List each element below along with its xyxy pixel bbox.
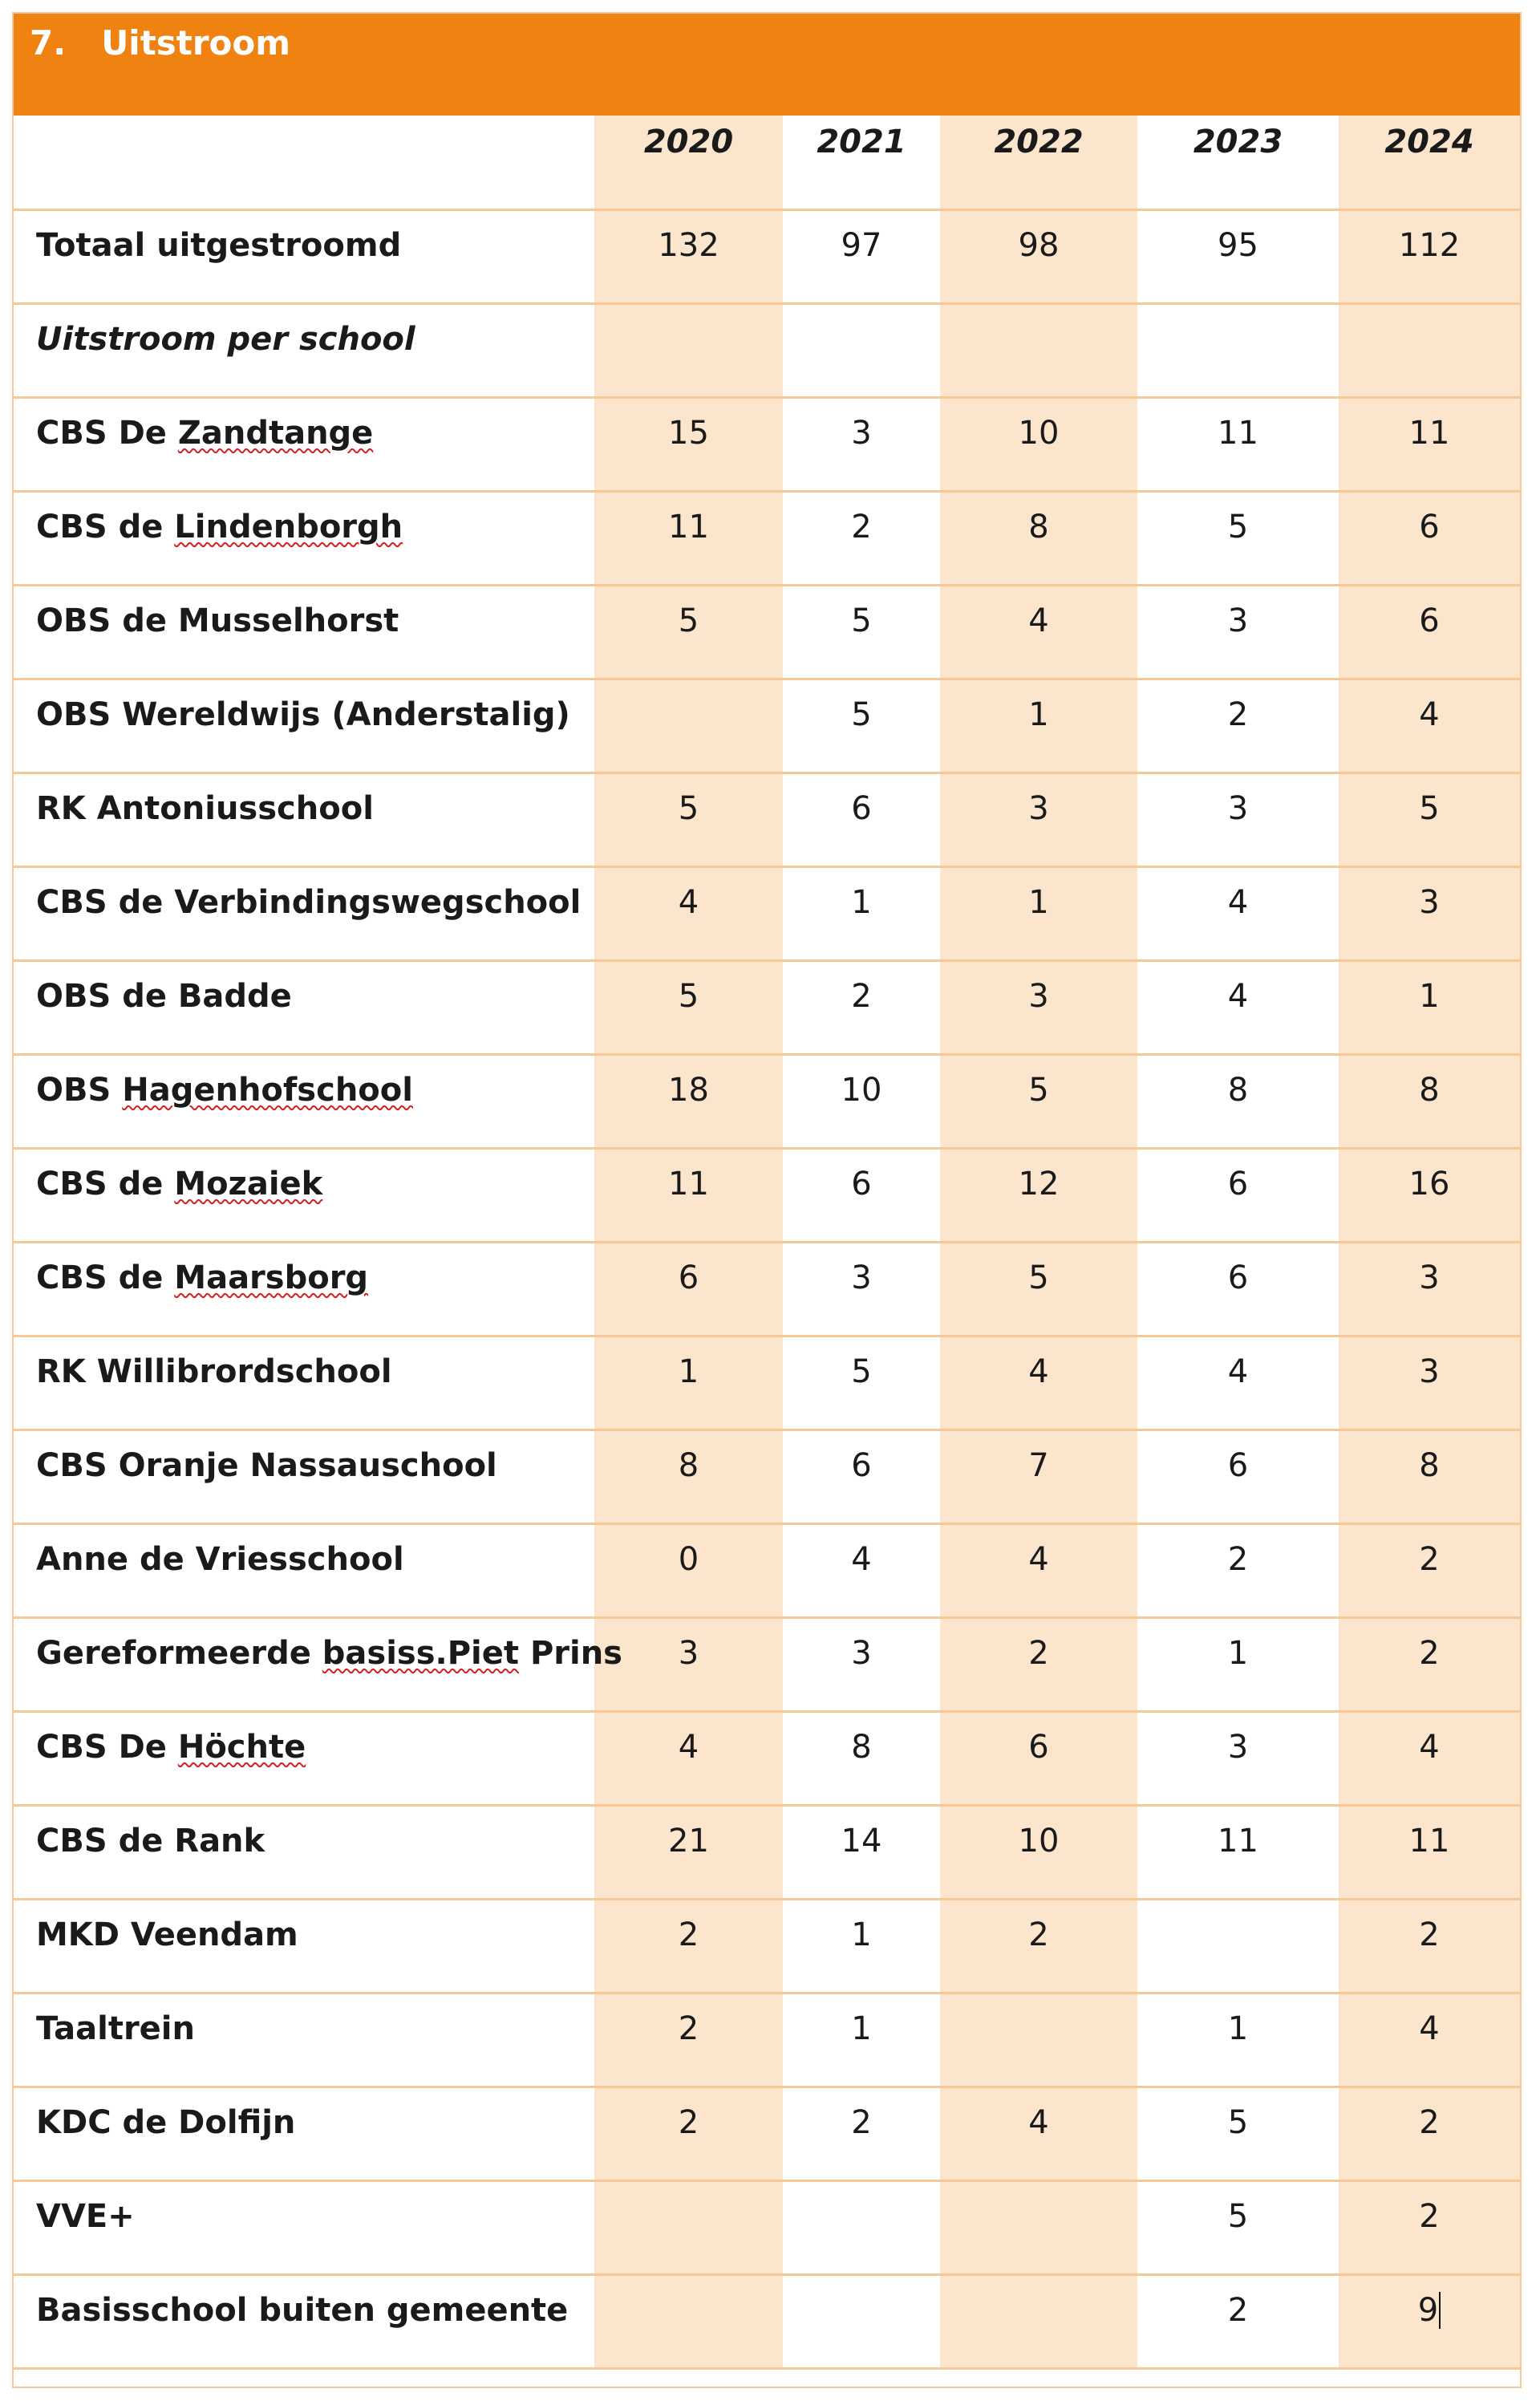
school-row [14,1993,1520,2087]
school-name-part: OBS de Badde [36,977,292,1015]
value-cell [783,1054,940,1148]
school-row [14,1805,1520,1899]
cell-value: 5 [1028,1071,1049,1109]
cell-value: 4 [1227,977,1249,1015]
value-cell [940,2274,1137,2368]
cell-value: 2 [1227,696,1249,733]
cell-value: 3 [1227,1728,1249,1766]
cell-value: 3 [1419,1353,1440,1390]
table-body [14,116,1520,2368]
value-cell [1339,960,1520,1054]
school-name-part: KDC de Dolfijn [36,2103,296,2141]
value-cell [940,397,1137,491]
column-header-2020: 2020 [594,116,783,209]
total-row-label: Totaal uitgestroomd [14,209,594,303]
cell-value: 6 [851,1165,872,1202]
cell-value: 1 [851,883,872,921]
cell-value-with-text-cursor[interactable]: 9 [1418,2292,1441,2329]
value-cell [1339,1711,1520,1805]
value-cell [1137,960,1339,1054]
value-cell [1137,1430,1339,1523]
cell-value: 2 [851,977,872,1015]
school-row [14,1242,1520,1336]
cell-value: 8 [1227,1071,1249,1109]
school-name [14,1617,622,1711]
school-name-part: CBS de [36,1259,175,1296]
cell-value: 4 [1028,1353,1049,1390]
total-cell: 95 [1137,209,1339,303]
school-name [14,1336,594,1430]
value-cell [1339,1148,1520,1242]
cell-value: 14 [841,1822,882,1860]
value-cell [783,1899,940,1993]
value-cell [783,1336,940,1430]
value-cell [1137,2180,1339,2274]
cell-value: 2 [1419,1916,1440,1953]
total-row [14,209,1520,303]
school-name [14,2274,594,2368]
empty-cell [594,303,783,397]
value-cell [1339,491,1520,585]
school-name [14,960,594,1054]
cell-value: 1 [851,2010,872,2047]
cell-value: 5 [1419,789,1440,827]
cell-value: 6 [1028,1728,1049,1766]
school-name [14,2180,594,2274]
value-cell [1137,679,1339,773]
value-cell [1137,585,1339,679]
value-cell [1137,1054,1339,1148]
value-cell [594,2180,783,2274]
uitstroom-table [14,116,1520,2370]
school-name [14,1993,594,2087]
value-cell [940,679,1137,773]
school-row [14,2087,1520,2180]
cell-value: 11 [1218,414,1258,452]
cell-value: 12 [1018,1165,1060,1202]
value-cell [783,585,940,679]
value-cell [783,1148,940,1242]
cell-value: 5 [1227,2103,1249,2141]
cell-value: 0 [678,1540,699,1578]
value-cell [1137,1899,1339,1993]
empty-cell [940,303,1137,397]
school-name [14,1242,594,1336]
school-name-part: Anne de Vriesschool [36,1540,404,1578]
spellcheck-flagged-word: basiss.Piet [322,1634,520,1672]
spellcheck-flagged-word: Maarsborg [174,1259,369,1296]
value-cell [594,679,783,773]
cell-value: 8 [1419,1071,1440,1109]
value-cell [783,1993,940,2087]
value-cell [1137,1711,1339,1805]
value-cell [940,1148,1137,1242]
cell-value: 4 [678,1728,699,1766]
value-cell [594,1617,783,1711]
value-cell [594,1054,783,1148]
value-cell [783,2274,940,2368]
cell-value: 18 [668,1071,709,1109]
school-name [14,679,594,773]
school-name-part: MKD Veendam [36,1916,298,1953]
cell-value: 2 [678,2103,699,2141]
school-row [14,1899,1520,1993]
value-cell [594,491,783,585]
section-title: Uitstroom [101,23,291,63]
cell-value: 11 [1408,414,1450,452]
cell-value: 6 [678,1259,699,1296]
school-name [14,773,594,866]
value-cell [594,1711,783,1805]
school-name [14,1711,594,1805]
empty-cell [1137,303,1339,397]
cell-value: 4 [1227,883,1249,921]
school-name-part: OBS Wereldwijs (Anderstalig) [36,696,570,733]
cell-value: 4 [1028,2103,1049,2141]
value-cell [594,397,783,491]
value-cell [783,1430,940,1523]
school-row [14,866,1520,960]
cell-value: 4 [1028,1540,1049,1578]
cell-value: 4 [1227,1353,1249,1390]
cell-value: 5 [1227,508,1249,545]
value-cell [594,1805,783,1899]
value-cell [940,2087,1137,2180]
school-name [14,585,594,679]
value-cell [1137,397,1339,491]
school-name [14,1523,594,1617]
value-cell [1339,1430,1520,1523]
cell-value: 2 [851,2103,872,2141]
school-row [14,1523,1520,1617]
cell-value: 2 [1227,2291,1249,2329]
value-cell [1339,585,1520,679]
cell-value: 2 [1227,1540,1249,1578]
cell-value: 2 [1028,1634,1049,1672]
cell-value: 16 [1408,1165,1450,1202]
cell-value: 11 [668,1165,709,1202]
cell-value: 8 [1419,1446,1440,1484]
value-cell [1137,1617,1339,1711]
cell-value: 6 [1227,1165,1249,1202]
value-cell [1137,1242,1339,1336]
cell-value: 1 [678,1353,699,1390]
cell-value: 4 [1419,696,1440,733]
cell-value: 11 [1218,1822,1258,1860]
empty-cell [783,303,940,397]
value-cell [594,2274,783,2368]
school-name-part: Gereformeerde [36,1634,322,1672]
value-cell [1339,1805,1520,1899]
school-name [14,1899,594,1993]
value-cell [594,1523,783,1617]
school-name-part: OBS [36,1071,123,1109]
value-cell [594,1148,783,1242]
school-row [14,1336,1520,1430]
value-cell [1339,866,1520,960]
cell-value: 4 [1028,602,1049,639]
cell-value: 5 [851,696,872,733]
value-cell [940,585,1137,679]
cell-value: 3 [851,1634,872,1672]
school-name-part: CBS De [36,414,178,452]
value-cell [940,1805,1137,1899]
cell-value: 8 [1028,508,1049,545]
school-row [14,773,1520,866]
cell-value: 3 [1419,883,1440,921]
school-name-part: Taaltrein [36,2010,195,2047]
value-cell [1339,1336,1520,1430]
spellcheck-flagged-word: Höchte [177,1728,306,1766]
value-cell [594,2087,783,2180]
column-header-2024: 2024 [1339,116,1520,209]
cell-value: 2 [1419,2103,1440,2141]
school-row [14,679,1520,773]
value-cell [1137,1993,1339,2087]
column-header-2023: 2023 [1137,116,1339,209]
school-name-part: OBS de Musselhorst [36,602,399,639]
value-cell [940,1430,1137,1523]
cell-value: 10 [1018,1822,1060,1860]
spellcheck-flagged-word: Mozaiek [174,1165,323,1202]
school-row [14,397,1520,491]
school-row [14,491,1520,585]
value-cell [1339,1899,1520,1993]
school-name-part: CBS de Verbindingswegschool [36,883,582,921]
cell-value: 6 [1419,602,1440,639]
value-cell [940,491,1137,585]
cell-value: 6 [1419,508,1440,545]
cell-value: 1 [1028,696,1049,733]
school-name [14,1054,594,1148]
cell-value: 5 [851,602,872,639]
header-empty-cell [14,116,594,209]
cell-value: 5 [678,977,699,1015]
total-cell: 112 [1339,209,1520,303]
value-cell [783,1523,940,1617]
value-cell [594,1899,783,1993]
value-cell [1137,2274,1339,2368]
value-cell [1339,397,1520,491]
cell-value: 8 [678,1446,699,1484]
cell-value: 4 [1419,1728,1440,1766]
value-cell [1339,1242,1520,1336]
value-cell [940,1617,1137,1711]
school-name-part: Prins [519,1634,622,1672]
cell-value: 11 [1408,1822,1450,1860]
cell-value: 8 [851,1728,872,1766]
school-row [14,585,1520,679]
cell-value: 7 [1028,1446,1049,1484]
cell-value: 3 [1028,789,1049,827]
value-cell [594,585,783,679]
value-cell [940,1242,1137,1336]
value-cell [783,397,940,491]
cell-value: 3 [1028,977,1049,1015]
school-name-part: CBS De [36,1728,178,1766]
cell-value: 4 [851,1540,872,1578]
cell-value: 3 [1419,1259,1440,1296]
value-cell [940,1336,1137,1430]
cell-value: 1 [851,1916,872,1953]
cell-value: 2 [1028,1916,1049,1953]
cell-value: 2 [1419,2197,1440,2235]
school-name-part: CBS de Rank [36,1822,265,1860]
value-cell [783,1711,940,1805]
cell-value: 10 [1018,414,1060,452]
value-cell [940,960,1137,1054]
school-name [14,2087,594,2180]
cell-value: 3 [1227,602,1249,639]
school-name-part: CBS de [36,1165,175,1202]
value-cell [1339,1523,1520,1617]
value-cell [783,1242,940,1336]
cell-value: 2 [678,1916,699,1953]
school-name [14,1430,594,1523]
value-cell [1339,1617,1520,1711]
cell-value: 5 [1227,2197,1249,2235]
value-cell [1339,773,1520,866]
value-cell [940,2180,1137,2274]
cell-value: 4 [678,883,699,921]
cell-value: 5 [678,602,699,639]
value-cell [1339,2180,1520,2274]
value-cell [1339,2087,1520,2180]
cell-value: 1 [1419,977,1440,1015]
value-cell [940,773,1137,866]
school-name [14,866,594,960]
value-cell [1339,679,1520,773]
school-row [14,2180,1520,2274]
value-cell [1137,1336,1339,1430]
value-cell [594,866,783,960]
school-row [14,960,1520,1054]
cell-value: 11 [668,508,709,545]
cell-value: 5 [851,1353,872,1390]
value-cell [1137,773,1339,866]
spellcheck-flagged-word: Hagenhofschool [122,1071,413,1109]
cell-value: 3 [1227,789,1249,827]
cell-value: 1 [1028,883,1049,921]
uitstroom-table-card [12,12,1522,2388]
value-cell [940,866,1137,960]
value-cell [1137,1523,1339,1617]
cell-value: 6 [1227,1259,1249,1296]
table-header-row [14,116,1520,209]
school-name [14,491,594,585]
school-row [14,2274,1520,2368]
value-cell [940,1993,1137,2087]
value-cell [783,491,940,585]
cell-value: 4 [1419,2010,1440,2047]
value-cell [594,1336,783,1430]
value-cell [783,1805,940,1899]
cell-value: 21 [668,1822,709,1860]
value-cell [783,2180,940,2274]
section-header [14,14,1520,116]
cell-value: 2 [678,2010,699,2047]
school-name-part: Basisschool buiten gemeente [36,2291,569,2329]
school-name-part: CBS Oranje Nassauschool [36,1446,497,1484]
school-name-part: RK Antoniusschool [36,789,374,827]
cell-value: 3 [851,1259,872,1296]
value-cell [783,1617,940,1711]
cell-value: 2 [1419,1540,1440,1578]
value-cell [783,679,940,773]
empty-cell [1339,303,1520,397]
value-cell [594,1993,783,2087]
school-row [14,1148,1520,1242]
column-header-2022: 2022 [940,116,1137,209]
total-cell: 98 [940,209,1137,303]
total-cell: 97 [783,209,940,303]
value-cell [1137,1148,1339,1242]
school-row [14,1617,1520,1711]
value-cell [940,1711,1137,1805]
column-header-2021: 2021 [783,116,940,209]
subheading-row [14,303,1520,397]
school-row [14,1430,1520,1523]
value-cell [594,773,783,866]
school-name [14,1148,594,1242]
cell-value: 5 [1028,1259,1049,1296]
cell-value: 1 [1227,2010,1249,2047]
cell-value: 2 [1419,1634,1440,1672]
value-cell [783,2087,940,2180]
value-cell [594,1430,783,1523]
value-cell [1137,491,1339,585]
value-cell [1339,1054,1520,1148]
value-cell [783,866,940,960]
school-name-part: VVE+ [36,2197,135,2235]
value-cell [940,1523,1137,1617]
cell-value: 15 [668,414,709,452]
school-row [14,1054,1520,1148]
school-name [14,1805,594,1899]
value-cell [1339,1993,1520,2087]
section-number: 7. [30,23,67,63]
school-name [14,397,594,491]
cell-value: 1 [1227,1634,1249,1672]
spellcheck-flagged-word: Zandtange [177,414,374,452]
value-cell [783,960,940,1054]
value-cell [1137,1805,1339,1899]
total-cell: 132 [594,209,783,303]
cell-value: 2 [851,508,872,545]
value-cell [594,1242,783,1336]
value-cell [594,960,783,1054]
school-name-part: CBS de [36,508,175,545]
value-cell [1137,2087,1339,2180]
subheading-label: Uitstroom per school [14,303,594,397]
school-row [14,1711,1520,1805]
value-cell [1339,2274,1520,2368]
value-cell [940,1899,1137,1993]
value-cell [783,773,940,866]
value-cell [940,1054,1137,1148]
cell-value: 10 [841,1071,882,1109]
cell-value: 3 [851,414,872,452]
cell-value: 3 [678,1634,699,1672]
cell-value: 6 [851,789,872,827]
cell-value: 5 [678,789,699,827]
spellcheck-flagged-word: Lindenborgh [174,508,403,545]
school-name-part: RK Willibrordschool [36,1353,392,1390]
value-cell [1137,866,1339,960]
cell-value: 6 [851,1446,872,1484]
cell-value: 6 [1227,1446,1249,1484]
